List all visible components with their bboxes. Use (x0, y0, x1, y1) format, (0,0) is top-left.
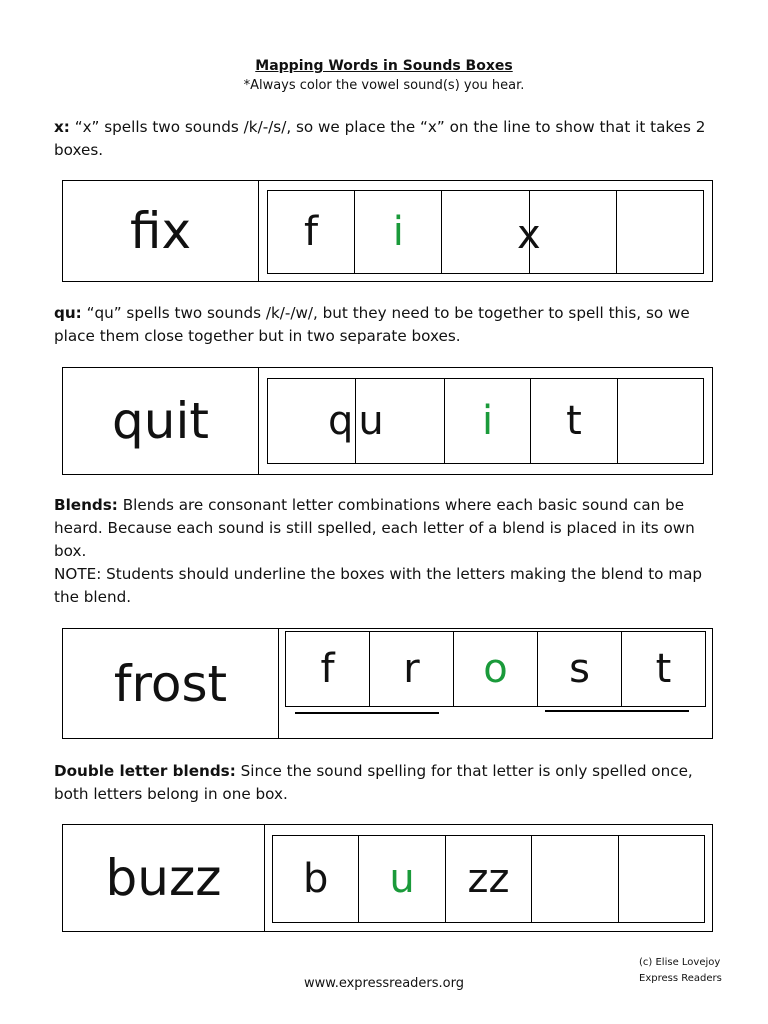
sound-box (530, 191, 617, 273)
sound-box: q (268, 379, 356, 463)
sound-boxes-quit (267, 378, 704, 464)
credit-company: Express Readers (639, 973, 722, 984)
footer-url: www.expressreaders.org (304, 976, 464, 991)
sound-box-vowel: u (359, 836, 445, 922)
sound-box-vowel: i (355, 191, 442, 273)
sound-box: f (286, 632, 370, 706)
double-blends-text: Since the sound spelling for that letter is only spelled once, both letters belong in one box. (54, 762, 693, 803)
qu-text: “qu” spells two sounds /k/-/w/, but they need to be together to spell this, so we place them close together but in two separate boxes. (54, 304, 690, 345)
sound-boxes-buzz (272, 835, 705, 923)
x-explanation (54, 116, 724, 162)
page-title: Mapping Words in Sounds Boxes (255, 58, 513, 74)
sound-box: f (268, 191, 355, 273)
double-blends-explanation (54, 760, 724, 806)
sound-box: r (370, 632, 454, 706)
x-text: “x” spells two sounds /k/-/s/, so we place the “x” on the line to show that it takes 2 boxes. (54, 118, 706, 159)
x-label: x: (54, 118, 70, 136)
sound-box: t (655, 646, 672, 692)
qu-explanation (54, 302, 724, 348)
sound-box-vowel: i (445, 379, 531, 463)
sound-box: u (356, 379, 444, 463)
sound-boxes-fix (267, 190, 704, 274)
word-card-buzz (62, 824, 713, 932)
sound-box-vowel: o (454, 632, 538, 706)
blends-text: Blends are consonant letter combinations where each basic sound can be heard. Because each sound is still spelled, each letter of a blend is placed in its own box. (54, 496, 695, 560)
word-card-quit (62, 367, 713, 475)
qu-label: qu: (54, 304, 82, 322)
x-on-line: x (517, 212, 541, 258)
blend-underline-fr (295, 712, 439, 714)
sound-boxes-frost (285, 631, 706, 707)
blends-label: Blends: (54, 496, 118, 514)
word-fix: fix (63, 181, 259, 281)
blend-underline-st (545, 710, 689, 712)
sound-box: s (538, 632, 622, 706)
page-subtitle: *Always color the vowel sound(s) you hear. (243, 78, 525, 93)
sound-box (617, 191, 703, 273)
word-card-fix (62, 180, 713, 282)
blends-explanation (54, 494, 724, 609)
credit-author: (c) Elise Lovejoy (639, 957, 721, 968)
word-frost: frost (63, 629, 279, 738)
sound-box: t (531, 379, 617, 463)
sound-box (619, 836, 704, 922)
sound-box (532, 836, 618, 922)
sound-box (618, 379, 703, 463)
blends-note: NOTE: Students should underline the boxes with the letters making the blend to map the blend. (54, 565, 703, 606)
sound-box: b (273, 836, 359, 922)
word-card-frost (62, 628, 713, 739)
double-blends-label: Double letter blends: (54, 762, 236, 780)
word-buzz: buzz (63, 825, 265, 931)
sound-box: zz (446, 836, 532, 922)
word-quit: quit (63, 368, 259, 474)
